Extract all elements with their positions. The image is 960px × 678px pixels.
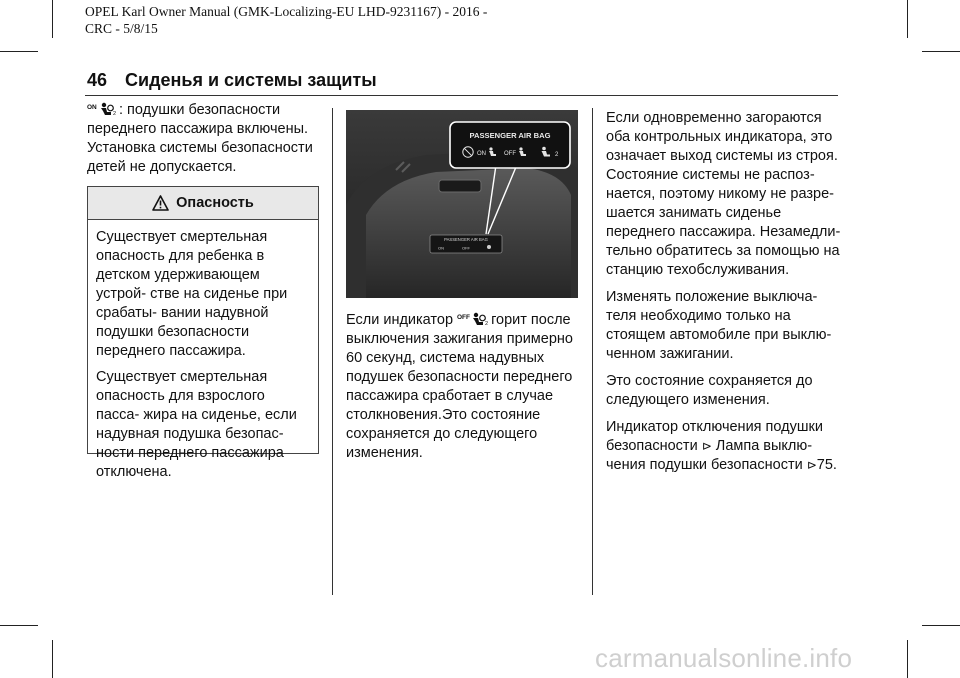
document-meta xyxy=(85,3,487,37)
warning-triangle-icon xyxy=(152,195,169,211)
warning-header xyxy=(88,187,318,220)
text-line: ченном зажигании. xyxy=(606,346,734,362)
crop-mark xyxy=(922,625,960,626)
warning-paragraph xyxy=(96,228,312,361)
small-panel-label: PASSENGER AIR BAG xyxy=(444,237,488,242)
text-line: оба контрольных индикатора, это xyxy=(606,129,833,145)
warning-line: пассажира. xyxy=(169,343,246,359)
crop-mark xyxy=(907,0,908,38)
warning-title: Опасность xyxy=(176,195,254,211)
text-line: шается занимать сиденье xyxy=(606,205,782,221)
text-line: теля необходимо только на xyxy=(606,308,791,324)
text-line: стоящем автомобиле при выклю- xyxy=(606,327,832,343)
airbag-off-icon xyxy=(457,312,489,326)
small-off-text: OFF xyxy=(462,245,470,251)
left-column xyxy=(87,101,327,185)
right-column xyxy=(606,109,846,483)
reference-arrow-icon[interactable]: ⊳ xyxy=(806,458,817,472)
intro-line: переднего пассажира включены. xyxy=(87,121,309,137)
svg-text:2: 2 xyxy=(113,111,117,116)
column-divider xyxy=(332,108,333,595)
airbag-on-icon xyxy=(87,102,117,116)
warning-line: опасность для взрослого пасса- xyxy=(96,388,265,423)
text-line: Это состояние сохраняется до xyxy=(606,373,813,389)
warning-line: вании надувной подушки xyxy=(96,305,269,340)
right-paragraph xyxy=(606,418,846,475)
middle-column xyxy=(346,311,586,471)
text-line: переднего пассажира. Незамедли- xyxy=(606,224,841,240)
text-line: тельно обратитесь за помощью на xyxy=(606,243,840,259)
caption-line: выключения зажигания примерно xyxy=(346,331,573,347)
warning-line: жира на сиденье, если xyxy=(143,407,297,423)
text-line: Если одновременно загораются xyxy=(606,110,822,126)
text-line: нается, поэтому никому не разре- xyxy=(606,186,834,202)
text-line: следующего изменения. xyxy=(606,392,770,408)
caption-line: Если индикатор xyxy=(346,312,454,328)
caption-line: пассажира сработает в случае xyxy=(346,388,554,404)
small-seat-icon xyxy=(487,245,491,249)
photo-illustration xyxy=(346,110,578,298)
caption-line: 60 секунд, система надувных xyxy=(346,350,545,366)
reference-arrow-icon[interactable]: ⊳ xyxy=(701,439,712,453)
meta-line-1: OPEL Karl Owner Manual (GMK-Localizing-EU LHD-9231167) - 2016 - xyxy=(85,4,488,19)
callout-panel-title: PASSENGER AIR BAG xyxy=(469,131,551,140)
text-line: безопасности xyxy=(606,438,698,454)
warning-paragraph xyxy=(96,368,312,482)
page-heading xyxy=(87,70,377,91)
warning-body xyxy=(88,220,318,482)
warning-line: опасность для ребенка в xyxy=(96,248,265,264)
warning-line: отключена. xyxy=(96,464,172,480)
callout-off-text: OFF xyxy=(504,151,516,157)
crop-mark xyxy=(0,625,38,626)
airbag-on-paragraph xyxy=(87,101,327,177)
cross-reference-link[interactable]: Лампа выклю- xyxy=(715,438,813,454)
page-number: 46 xyxy=(87,70,108,90)
warning-line: ности переднего пассажира xyxy=(96,445,284,461)
watermark: carmanualsonline.info xyxy=(595,643,853,673)
text-line: станцию техобслуживания. xyxy=(606,262,790,278)
right-paragraph xyxy=(606,109,846,280)
svg-text:OFF: OFF xyxy=(457,314,471,321)
right-paragraph xyxy=(606,288,846,364)
intro-line: детей не допускается. xyxy=(87,159,237,175)
warning-line: надувная подушка безопас- xyxy=(96,426,284,442)
caption-line: изменения. xyxy=(346,445,423,461)
danger-warning-box xyxy=(87,186,319,480)
heading-divider xyxy=(85,95,838,96)
crop-mark xyxy=(922,51,960,52)
warning-line: стве на сиденье при срабаты- xyxy=(96,286,288,321)
intro-line: Установка системы безопасности xyxy=(87,140,313,156)
airbag-indicator-photo xyxy=(346,110,578,298)
small-on-text: ON xyxy=(438,245,444,251)
caption-paragraph xyxy=(346,311,586,463)
column-divider xyxy=(592,108,593,595)
crop-mark xyxy=(52,0,53,38)
text-line: чения подушки безопасности xyxy=(606,457,803,473)
warning-line: Существует смертельная xyxy=(96,229,268,245)
text-line: Изменять положение выключа- xyxy=(606,289,818,305)
caption-line: подушек безопасности переднего xyxy=(346,369,573,385)
caption-line: столкновения.Это состояние xyxy=(346,407,541,423)
page-reference-link[interactable]: 75. xyxy=(816,457,837,473)
intro-line: : подушки безопасности xyxy=(119,102,281,118)
text-line: Состояние системы не распоз- xyxy=(606,167,815,183)
text-line: означает выход системы из строя. xyxy=(606,148,838,164)
crop-mark xyxy=(0,51,38,52)
warning-line: безопасности переднего xyxy=(96,324,250,359)
crop-mark xyxy=(907,640,908,678)
right-paragraph xyxy=(606,372,846,410)
caption-line: сохраняется до следующего xyxy=(346,426,538,442)
page-title: Сиденья и системы защиты xyxy=(125,70,377,90)
warning-line: детском удерживающем устрой- xyxy=(96,267,260,302)
callout-on-text: ON xyxy=(477,151,486,157)
text-line: Индикатор отключения подушки xyxy=(606,419,823,435)
callout-seat-number: 2 xyxy=(555,152,559,158)
meta-line-2: CRC - 5/8/15 xyxy=(85,21,158,36)
caption-line: горит после xyxy=(491,312,571,328)
svg-text:2: 2 xyxy=(485,321,489,326)
svg-text:ON: ON xyxy=(87,104,97,111)
crop-mark xyxy=(52,640,53,678)
warning-line: Существует смертельная xyxy=(96,369,268,385)
